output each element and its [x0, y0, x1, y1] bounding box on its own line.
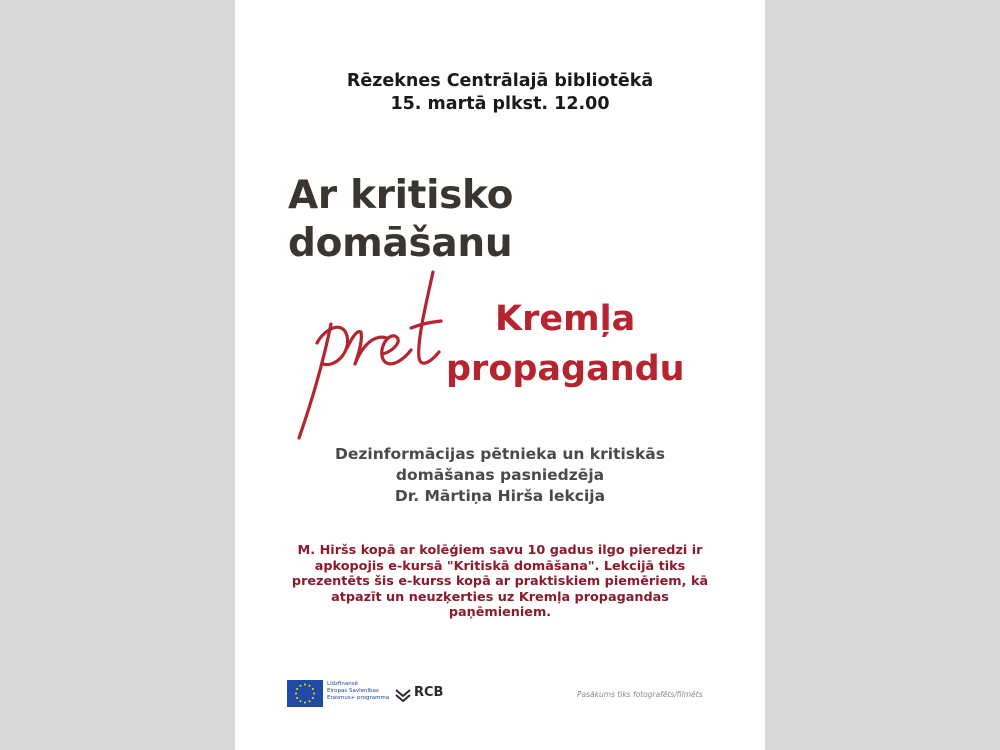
lecture-line-1: Dezinformācijas pētnieka un kritiskās — [334, 445, 665, 463]
eu-cofunding-text — [327, 681, 389, 702]
lecture-line-3: Dr. Mārtiņa Hirša lekcija — [394, 487, 606, 505]
headline — [288, 172, 513, 268]
footer — [287, 680, 717, 710]
rcb-logo-icon — [393, 684, 413, 704]
eu-text-line-2: Eiropas Savienības — [327, 688, 379, 694]
description-line-5: paņēmieniem. — [448, 605, 552, 620]
headline-line-1: Ar kritisko — [288, 173, 514, 218]
rcb-logo-text: RCB — [414, 685, 444, 700]
description-line-2: apkopojis e-kursā "Kritiskā domāšana". Lekcijā tiks — [314, 558, 686, 574]
eu-text-line-1: Līdzfinansē — [327, 681, 359, 687]
lecture-info — [235, 444, 765, 507]
pret-script-text: pret — [235, 258, 238, 259]
description — [235, 543, 765, 621]
description-line-1: M. Hiršs kopā ar kolēģiem savu 10 gadus ilgo pieredzi ir — [297, 543, 703, 558]
subject-line-1: Kremļa — [495, 299, 636, 339]
eu-flag-icon — [287, 680, 323, 707]
lecture-line-2: domāšanas pasniedzēja — [395, 466, 605, 484]
event-datetime: 15. martā plkst. 12.00 — [390, 94, 610, 114]
poster — [235, 0, 765, 750]
eu-text-line-3: Erasmus+ programma — [327, 695, 390, 701]
photo-notice: Pasākums tiks fotografēts/filmēts — [577, 690, 703, 699]
subject-line-2: propagandu — [446, 349, 685, 389]
headline-line-2: domāšanu — [288, 221, 513, 266]
venue-name: Rēzeknes Centrālajā bibliotēkā — [346, 71, 654, 91]
venue-info — [235, 70, 765, 116]
description-line-3: prezentēts šis e-kurss kopā ar praktiskiem piemēriem, kā — [291, 574, 709, 589]
description-line-4: atpazīt un neuzķerties uz Kremļa propagandas — [331, 589, 669, 605]
